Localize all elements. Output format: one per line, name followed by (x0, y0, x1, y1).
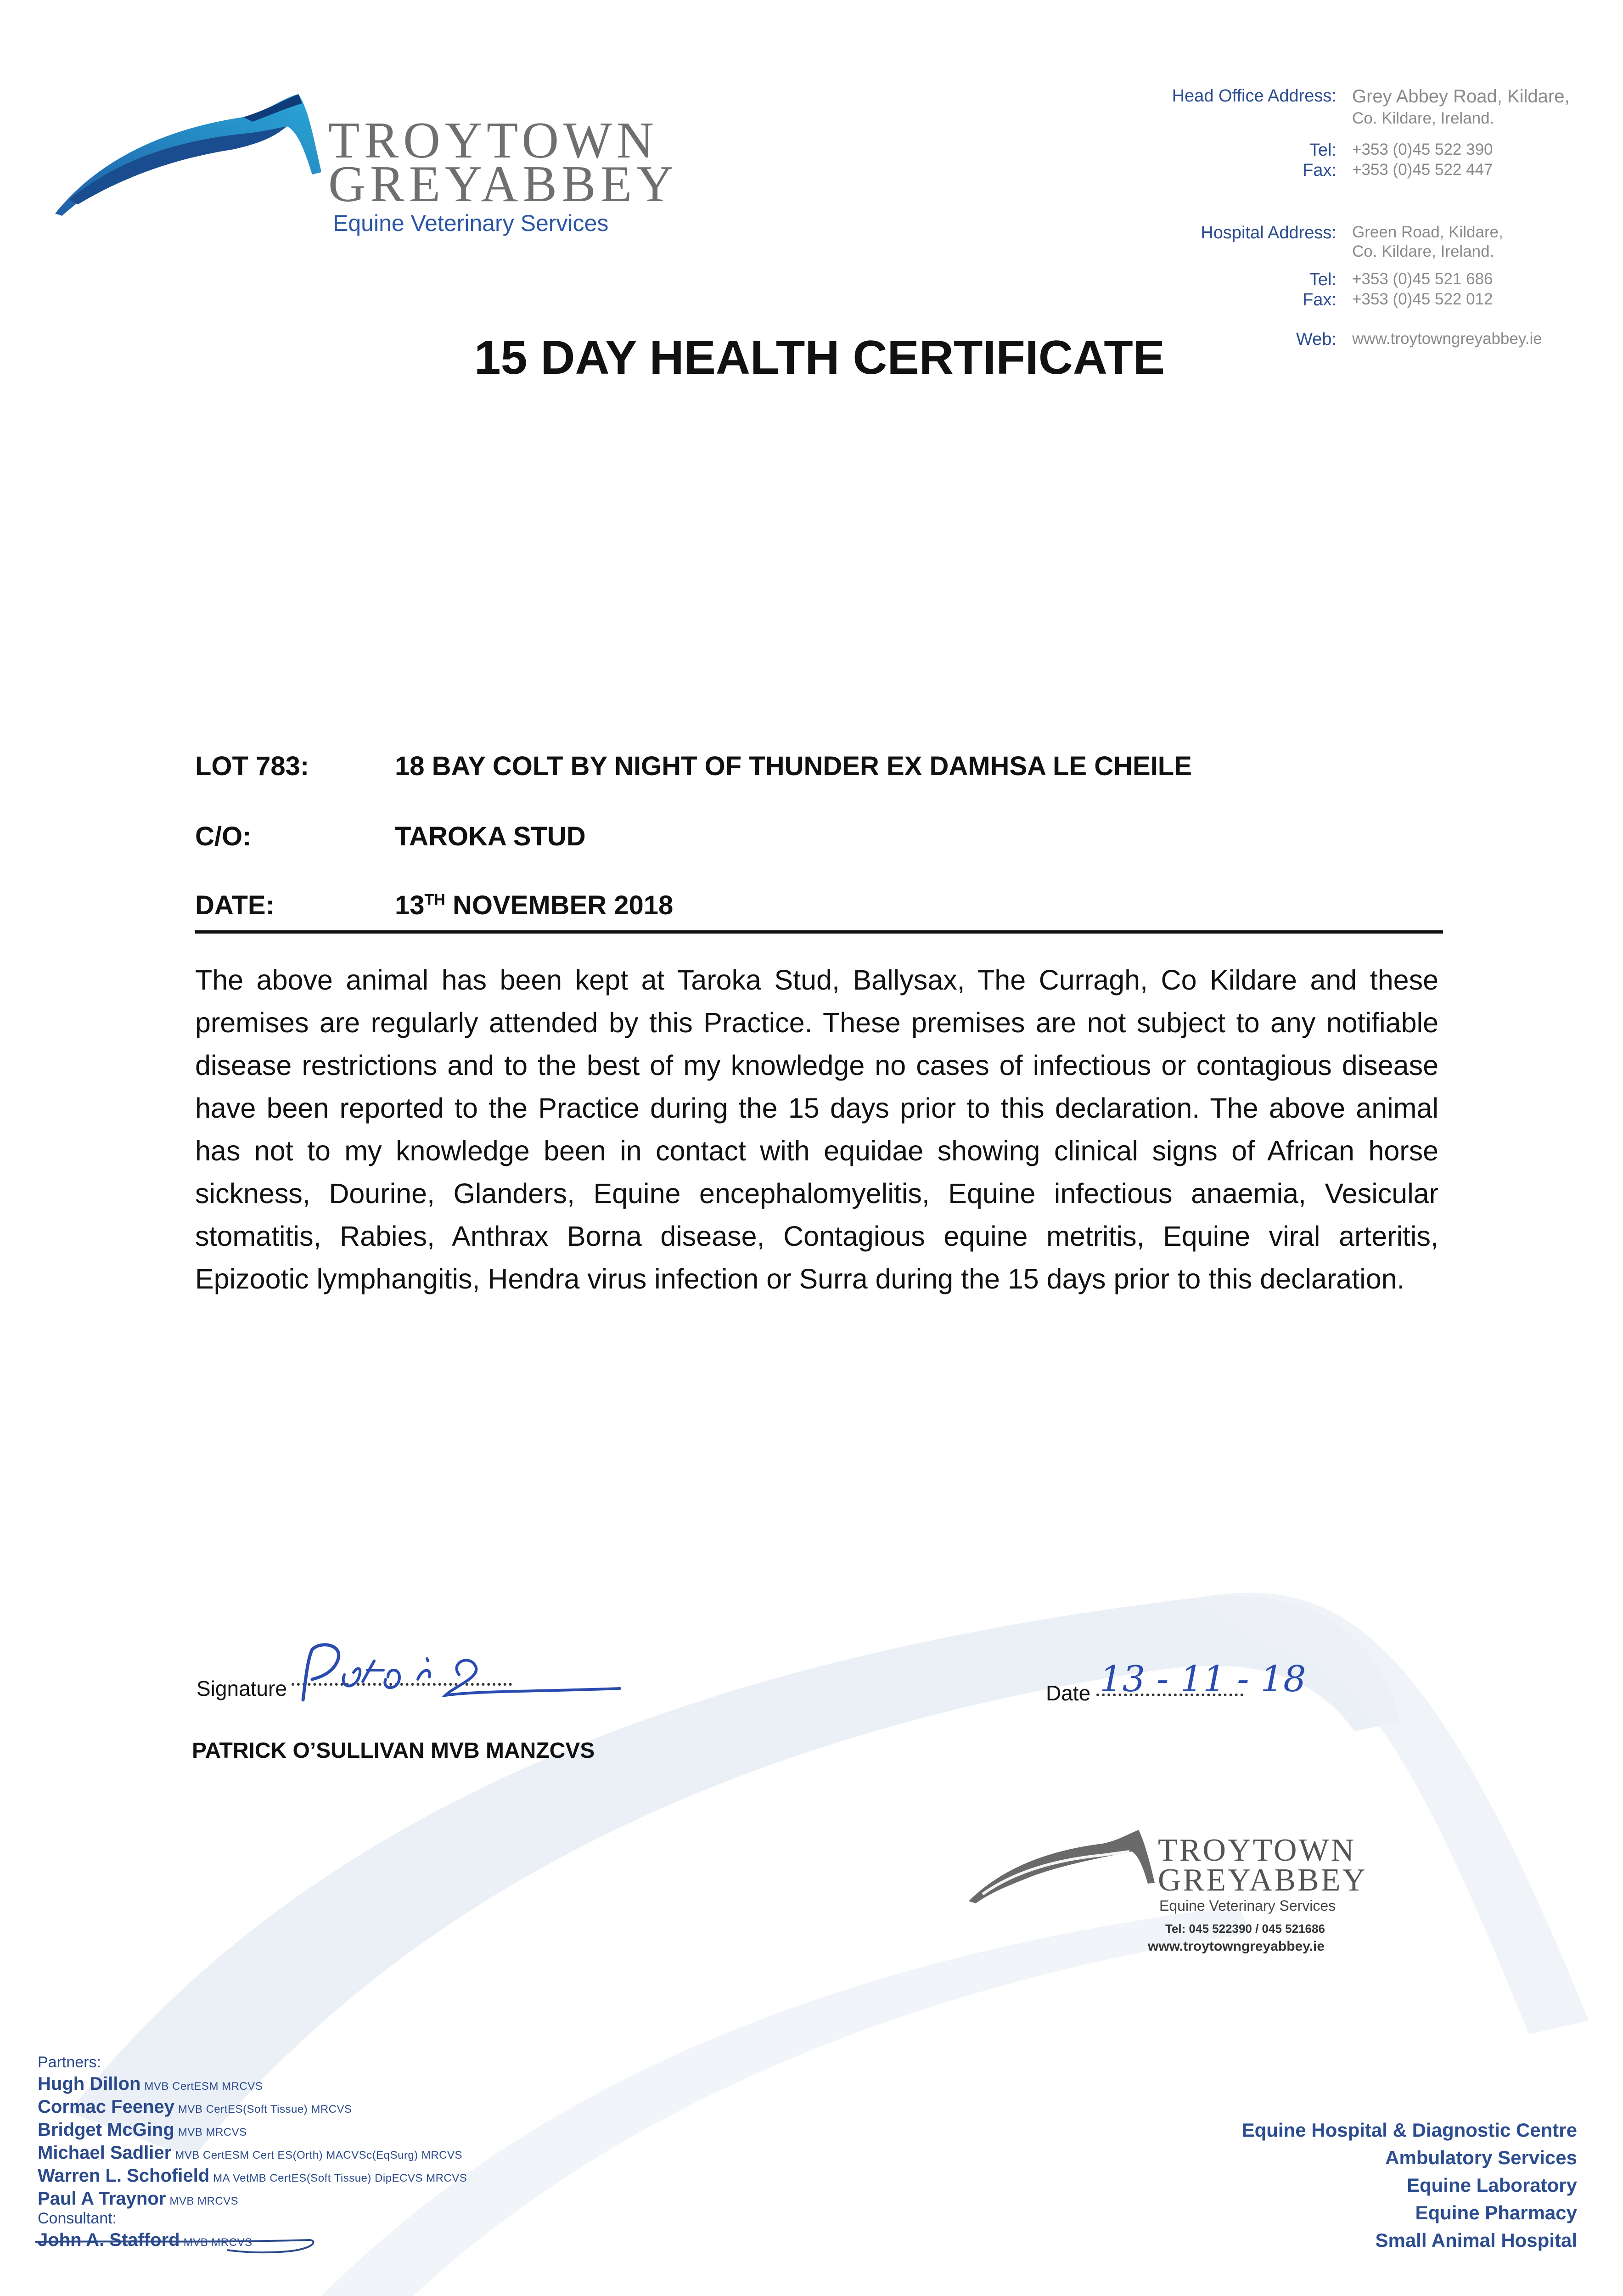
care-of-label: C/O: (195, 822, 252, 851)
partner-name: Cormac Feeney (38, 2097, 174, 2117)
partner-name: Bridget McGing (38, 2120, 174, 2140)
declaration-text: The above animal has been kept at Taroka Stud, Ballysax, The Curragh, Co Kildare and these premises are regularly attended by this Practice. These premises are not subject to any notifiable disease restrictions and to the best of my knowledge no cases of infectious or contagious disease have been reported to the Practice during the 15 days prior to this declaration. The above animal has not to my knowledge been in contact with equidae showing clinical signs of African horse sickness, Dourine, Glanders, Equine encephalomyelitis, Equine infectious anaemia, Vesicular stomatitis, Rabies, Anthrax Borna disease, Contagious equine metritis, Equine viral arteritis, Epizootic lymphangitis, Hendra virus infection or Surra during the 15 days prior to this declaration. (195, 964, 1438, 1294)
web-label: Web: (1296, 330, 1337, 349)
date-label: DATE: (195, 890, 275, 920)
hospital-tel: +353 (0)45 521 686 (1352, 270, 1493, 288)
partner-qualifications: MVB CertES(Soft Tissue) MRCVS (178, 2103, 352, 2116)
stamp-wordmark-line1: TROYTOWN (1158, 1833, 1356, 1868)
head-office-tel-label: Tel: (1309, 141, 1337, 160)
certificate-title: 15 DAY HEALTH CERTIFICATE (474, 331, 1165, 384)
logo-tagline: Equine Veterinary Services (333, 210, 609, 236)
website-link[interactable]: www.troytowngreyabbey.ie (1352, 330, 1542, 348)
partner-entry (38, 2167, 467, 2185)
partner-entry (38, 2144, 462, 2162)
head-office-tel: +353 (0)45 522 390 (1352, 141, 1493, 158)
partner-name: Michael Sadlier (38, 2143, 172, 2163)
handwritten-date: 13 - 11 - 18 (1100, 1659, 1306, 1700)
partners-label: Partners: (38, 2054, 101, 2071)
partner-qualifications: MVB MRCVS (169, 2195, 239, 2207)
care-of-value: TAROKA STUD (395, 822, 586, 851)
partner-entry (38, 2189, 238, 2208)
head-office-fax-label: Fax: (1303, 161, 1337, 180)
handwritten-signature (294, 1640, 624, 1714)
service-item: Equine Laboratory (1406, 2174, 1577, 2196)
details-divider (195, 930, 1443, 934)
service-item: Small Animal Hospital (1375, 2229, 1577, 2251)
stamp-website: www.troytowngreyabbey.ie (1148, 1939, 1325, 1954)
hospital-fax-label: Fax: (1303, 290, 1337, 310)
stamp-wordmark-line2: GREYABBEY (1158, 1863, 1368, 1898)
head-office-line1: Grey Abbey Road, Kildare, (1352, 86, 1570, 107)
head-office-fax: +353 (0)45 522 447 (1352, 161, 1493, 179)
date-day: 13 (395, 890, 425, 920)
date-value (395, 890, 673, 921)
partner-qualifications: MA VetMB CertES(Soft Tissue) DipECVS MRCVS (213, 2172, 467, 2184)
logo-wordmark-line2: GREYABBEY (328, 156, 679, 213)
service-item: Equine Hospital & Diagnostic Centre (1241, 2119, 1577, 2141)
hospital-address-line2: Co. Kildare, Ireland. (1352, 242, 1494, 260)
partner-qualifications: MVB MRCVS (178, 2126, 247, 2138)
consultant-label: Consultant: (38, 2210, 117, 2227)
partner-qualifications: MVB CertESM MRCVS (144, 2080, 263, 2093)
stamp-telephone: Tel: 045 522390 / 045 521686 (1165, 1922, 1325, 1936)
partner-entry (38, 2121, 247, 2139)
lot-value: 18 BAY COLT BY NIGHT OF THUNDER EX DAMHSA LE CHEILE (395, 751, 1192, 781)
date-day-suffix: TH (424, 891, 445, 909)
partner-qualifications: MVB CertESM Cert ES(Orth) MACVSc(EqSurg) MRCVS (175, 2149, 462, 2161)
head-office-line2: Co. Kildare, Ireland. (1352, 109, 1494, 127)
hospital-address-line1: Green Road, Kildare, (1352, 223, 1503, 241)
logo-wordmark-line1: TROYTOWN (328, 112, 658, 169)
hospital-fax: +353 (0)45 522 012 (1352, 290, 1493, 308)
consultant-name: John A. Stafford (38, 2230, 180, 2250)
service-item: Equine Pharmacy (1415, 2202, 1577, 2223)
consultant-qualifications: MVB MRCVS (183, 2236, 253, 2249)
hospital-address-label: Hospital Address: (1201, 223, 1337, 242)
lot-label: LOT 783: (195, 751, 309, 781)
partner-name: Paul A Traynor (38, 2189, 166, 2209)
stamp-tagline: Equine Veterinary Services (1159, 1897, 1336, 1914)
signature-label: Signature (197, 1677, 287, 1700)
signer-name: PATRICK O’SULLIVAN MVB MANZCVS (192, 1739, 595, 1763)
hospital-tel-label: Tel: (1309, 270, 1337, 289)
head-office-label: Head Office Address: (1172, 86, 1337, 106)
service-item: Ambulatory Services (1385, 2147, 1577, 2168)
horse-head-swoosh-icon (51, 90, 326, 227)
partner-entry (38, 2098, 352, 2116)
consultant-strikethrough-mark (34, 2232, 319, 2255)
stamp-horse-icon (964, 1818, 1157, 1910)
partner-entry (38, 2075, 263, 2093)
signature-date-label: Date (1046, 1681, 1091, 1705)
partner-name: Hugh Dillon (38, 2074, 141, 2094)
partner-name: Warren L. Schofield (38, 2166, 210, 2186)
date-month-year: NOVEMBER 2018 (445, 890, 674, 920)
